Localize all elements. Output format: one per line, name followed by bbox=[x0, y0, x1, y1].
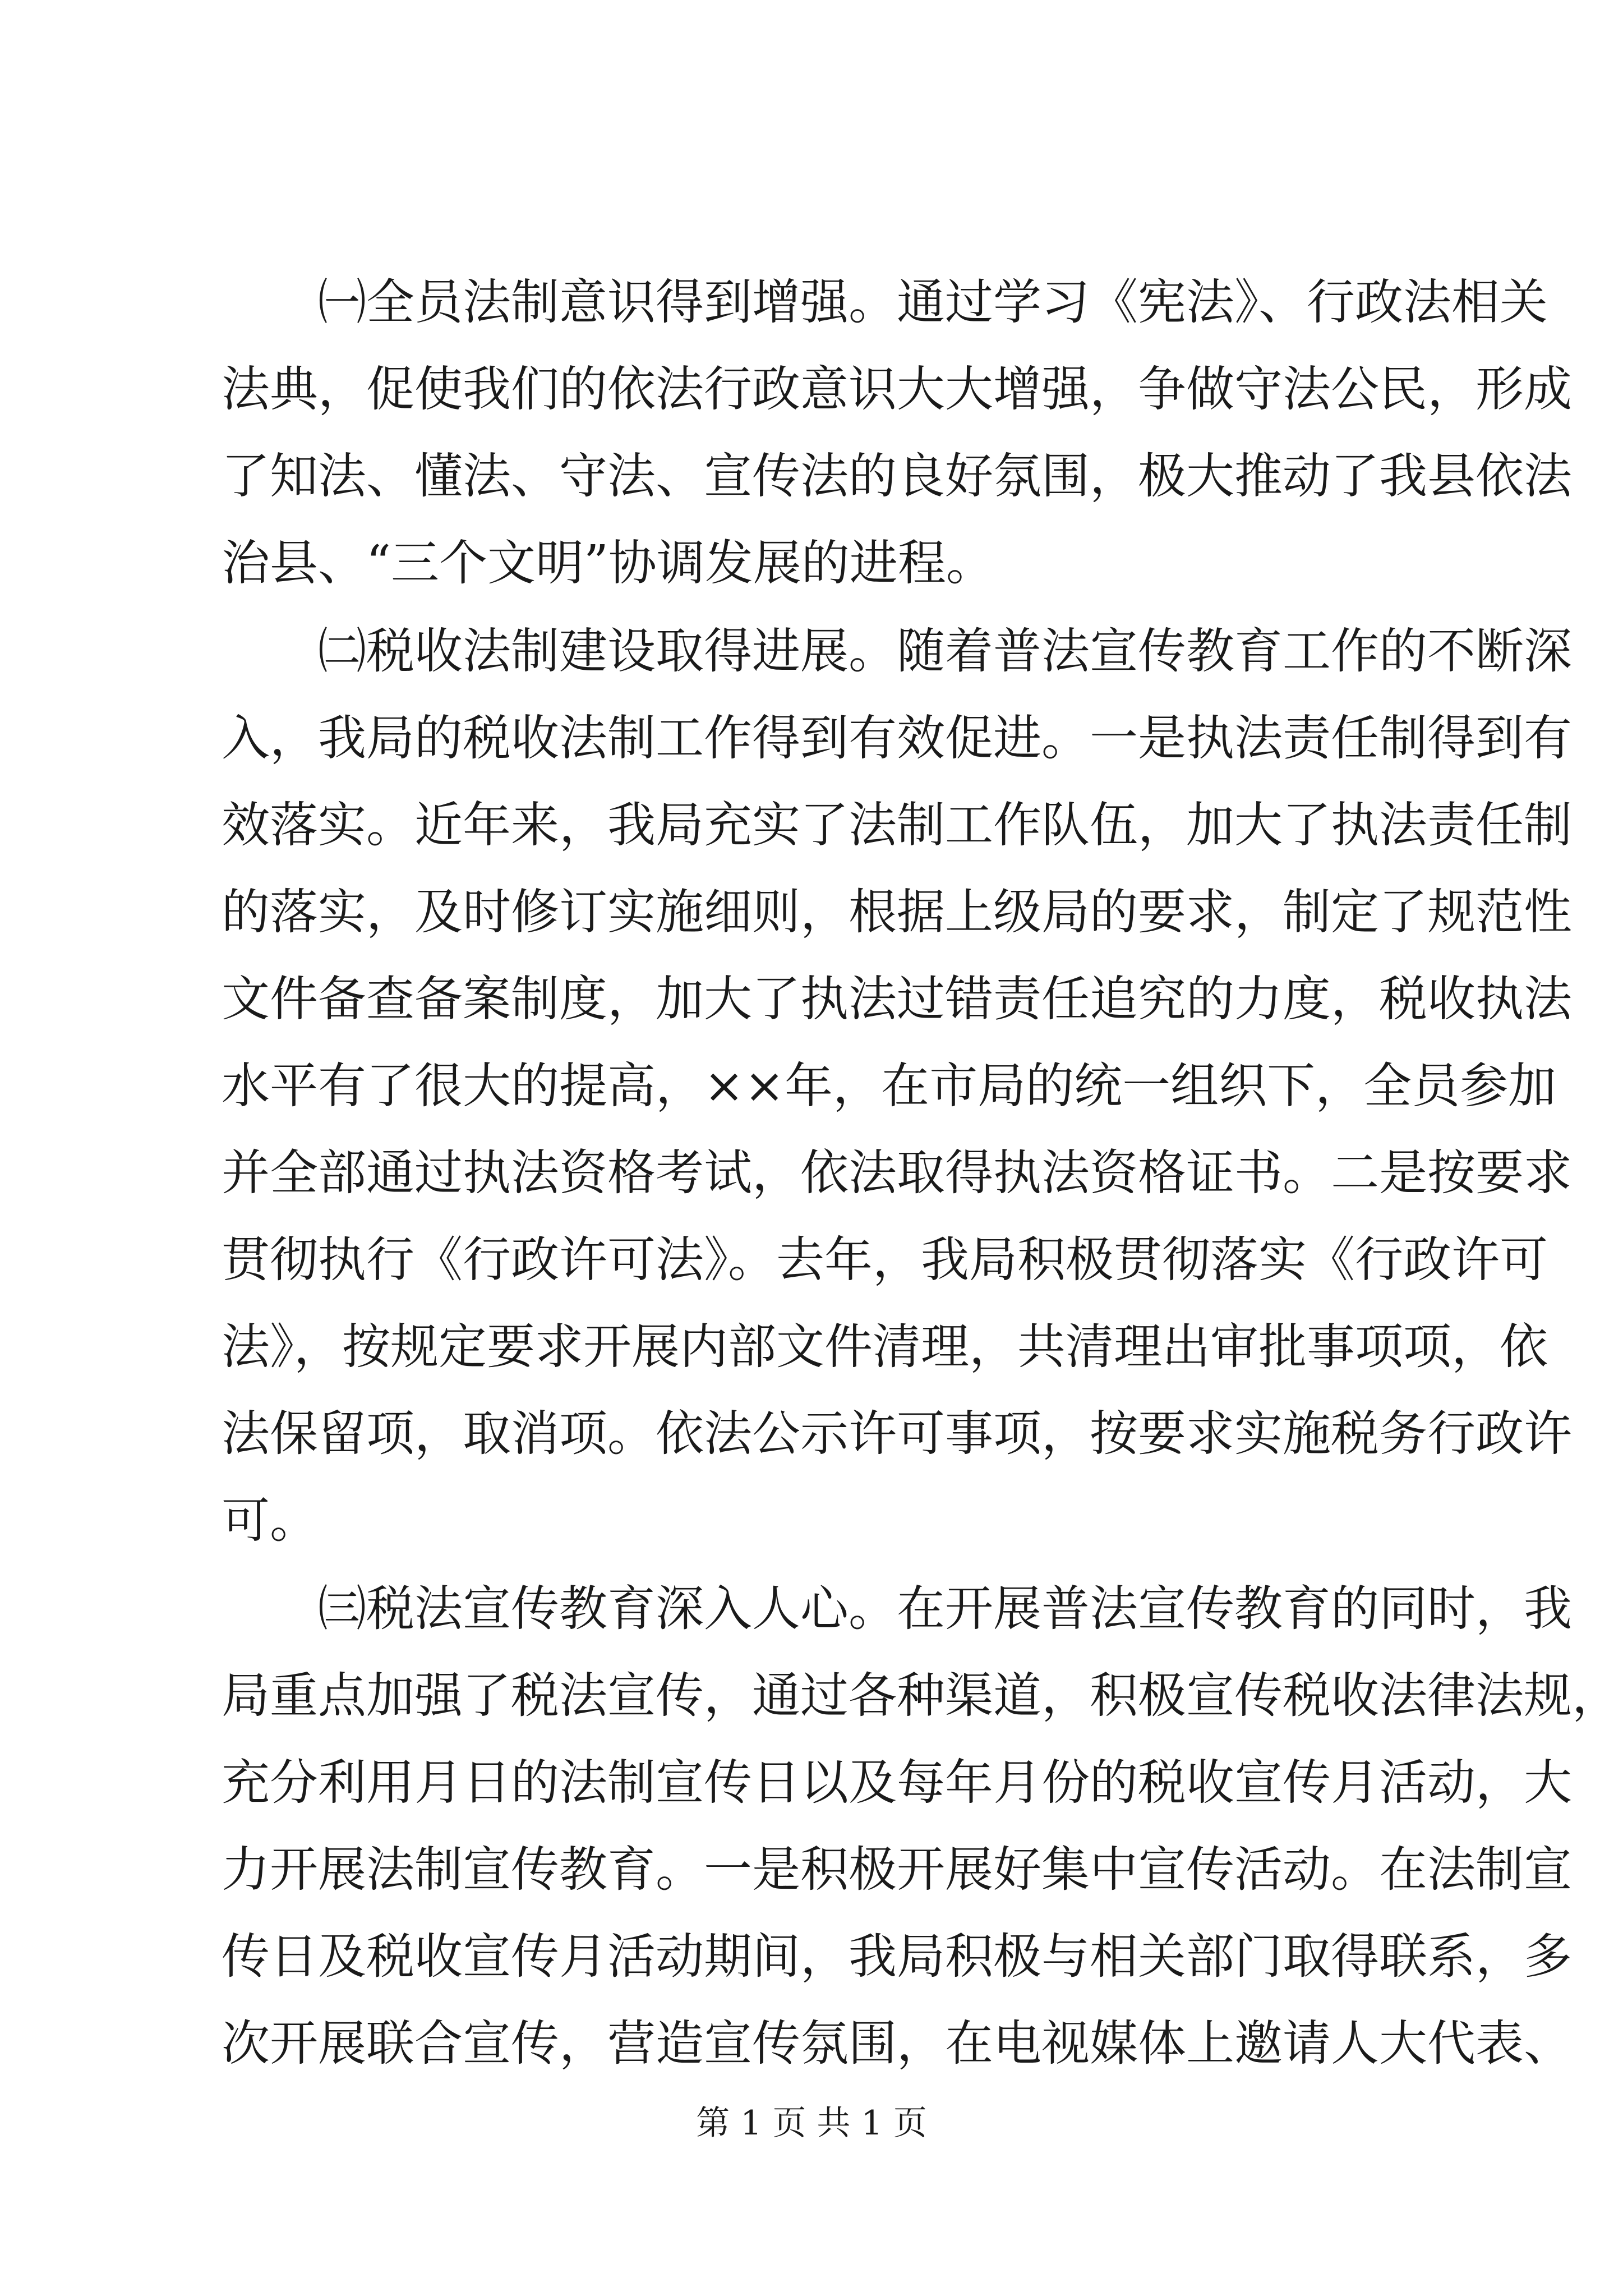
paragraph-2-line-3: 效落实。近年来，我局充实了法制工作队伍，加大了执法责任制 bbox=[222, 797, 1572, 853]
paragraph-2-line-5: 文件备查备案制度，加大了执法过错责任追究的力度，税收执法 bbox=[222, 971, 1572, 1027]
paragraph-3-line-1: ㈢税法宣传教育深入人心。在开展普法宣传教育的同时，我 bbox=[222, 1581, 1572, 1637]
paragraph-2-line-4: 的落实，及时修订实施细则，根据上级局的要求，制定了规范性 bbox=[222, 884, 1572, 940]
paragraph-2-line-11: 可。 bbox=[222, 1493, 318, 1549]
paragraph-2-line-9: 法》，按规定要求开展内部文件清理，共清理出审批事项项，依 bbox=[222, 1319, 1548, 1375]
paragraph-1-line-3: 了知法、懂法、守法、宣传法的良好氛围，极大推动了我县依法 bbox=[222, 448, 1572, 504]
paragraph-3-line-4: 力开展法制宣传教育。一是积极开展好集中宣传活动。在法制宣 bbox=[222, 1842, 1572, 1898]
paragraph-1-line-4: 治县、“三个文明”协调发展的进程。 bbox=[222, 535, 994, 591]
paragraph-3-line-3: 充分利用月日的法制宣传日以及每年月份的税收宣传月活动，大 bbox=[222, 1755, 1572, 1811]
paragraph-2-line-2: 入，我局的税收法制工作得到有效促进。一是执法责任制得到有 bbox=[222, 710, 1572, 766]
paragraph-1-line-2: 法典，促使我们的依法行政意识大大增强，争做守法公民，形成 bbox=[222, 361, 1572, 417]
paragraph-3-line-5: 传日及税收宣传月活动期间，我局积极与相关部门取得联系，多 bbox=[222, 1929, 1572, 1985]
document-body bbox=[222, 259, 1620, 2087]
paragraph-1-line-1: ㈠全员法制意识得到增强。通过学习《宪法》、行政法相关 bbox=[222, 274, 1548, 330]
paragraph-2-line-1: ㈡税收法制建设取得进展。随着普法宣传教育工作的不断深 bbox=[222, 623, 1572, 679]
page-footer: 第 1 页 共 1 页 bbox=[696, 2104, 927, 2143]
paragraph-2-line-10: 法保留项，取消项。依法公示许可事项，按要求实施税务行政许 bbox=[222, 1406, 1572, 1462]
paragraph-2-line-7: 并全部通过执法资格考试，依法取得执法资格证书。二是按要求 bbox=[222, 1145, 1572, 1201]
paragraph-2-line-8: 贯彻执行《行政许可法》。去年，我局积极贯彻落实《行政许可 bbox=[222, 1232, 1548, 1288]
paragraph-3-line-2: 局重点加强了税法宣传，通过各种渠道，积极宣传税收法律法规， bbox=[222, 1668, 1620, 1724]
paragraph-2-line-6: 水平有了很大的提高，××年，在市局的统一组织下，全员参加 bbox=[222, 1058, 1557, 1114]
paragraph-3-line-6: 次开展联合宣传，营造宣传氛围，在电视媒体上邀请人大代表、 bbox=[222, 2016, 1572, 2072]
